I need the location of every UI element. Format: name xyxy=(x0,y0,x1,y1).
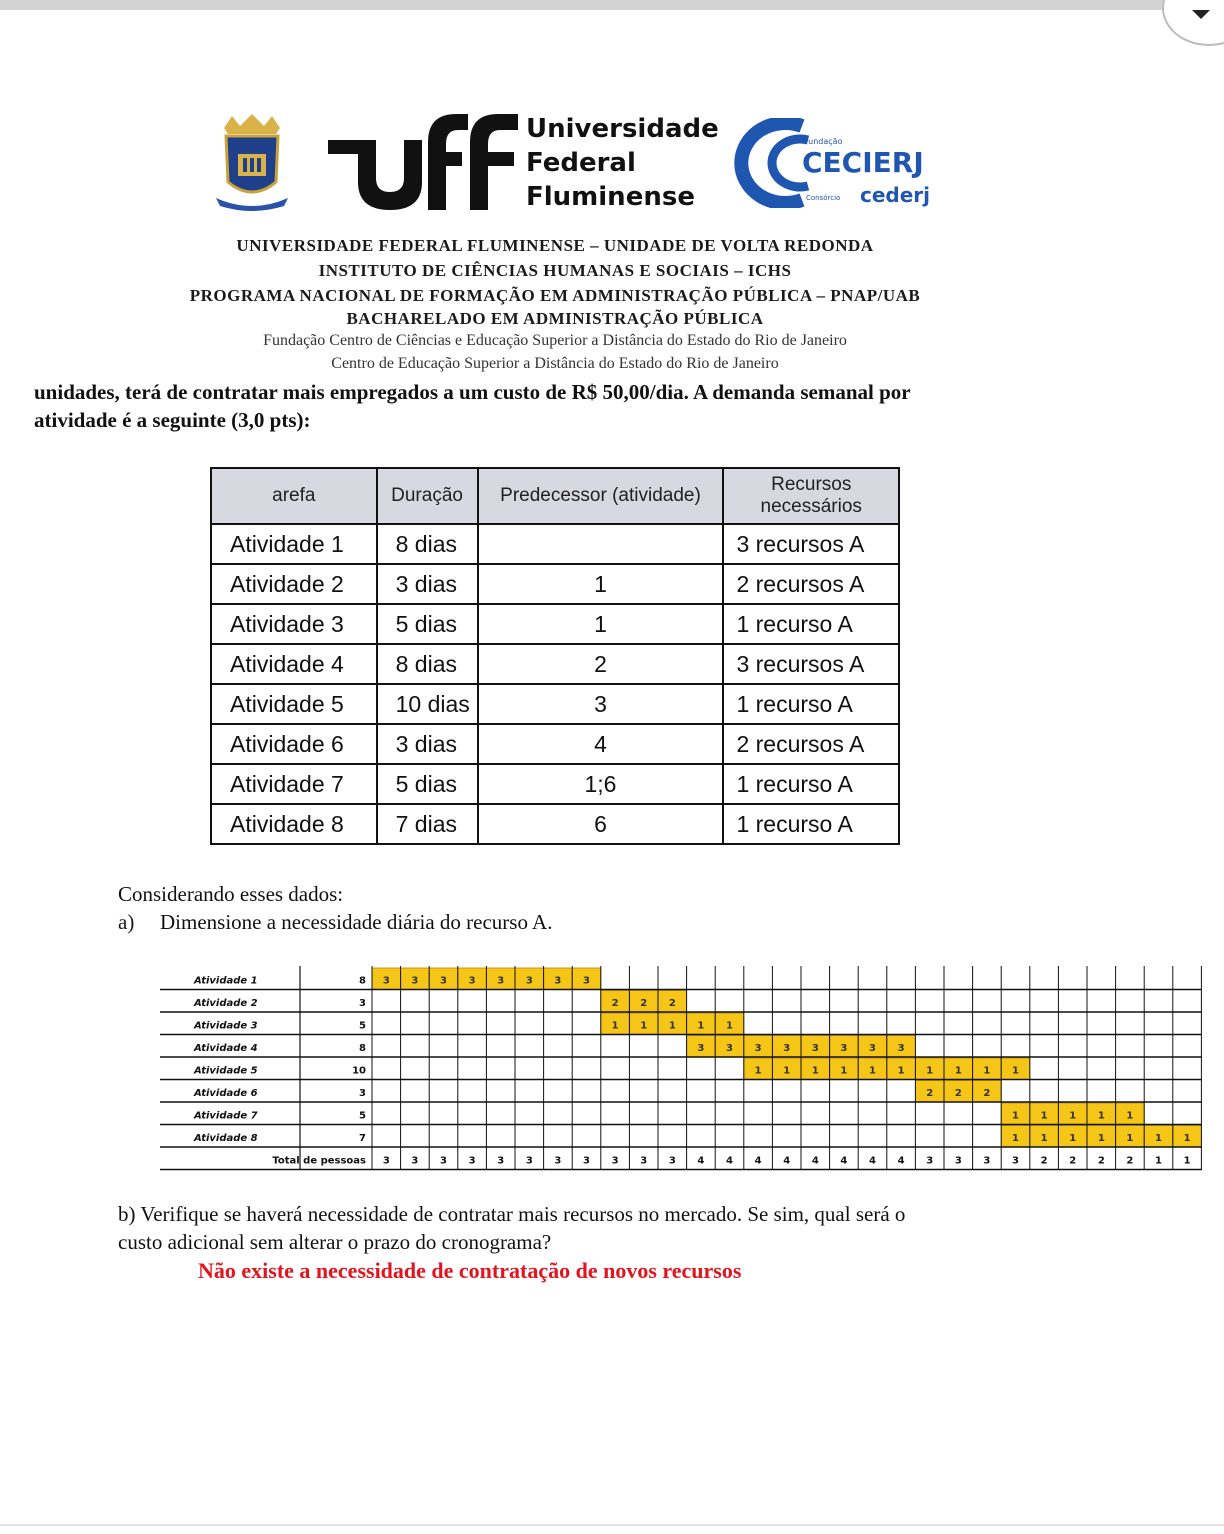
gantt-total-value: 3 xyxy=(668,1155,676,1167)
gantt-cell-value: 3 xyxy=(468,975,476,987)
header-line-university: UNIVERSIDADE FEDERAL FLUMINENSE – UNIDADE DE VOLTA REDONDA xyxy=(236,236,874,255)
gantt-total-value: 4 xyxy=(811,1155,819,1167)
dropdown-button[interactable] xyxy=(1162,0,1224,46)
chevron-down-icon xyxy=(1192,10,1210,19)
gantt-cell-value: 1 xyxy=(983,1065,991,1077)
gantt-cell-value: 1 xyxy=(1012,1132,1019,1144)
gantt-total-value: 3 xyxy=(382,1155,390,1167)
gantt-total-value: 1 xyxy=(1155,1155,1162,1167)
gantt-cell-value: 1 xyxy=(897,1065,905,1077)
gantt-row-label: Atividade 6 xyxy=(194,1087,258,1099)
gantt-cell-value: 2 xyxy=(668,997,676,1009)
header-resources: Recursos necessários xyxy=(723,468,899,524)
header-task: arefa xyxy=(211,468,377,524)
header-line-foundation: Fundação Centro de Ciências e Educação Superior a Distância do Estado do Rio de Janeiro xyxy=(263,332,847,349)
gantt-total-value: 3 xyxy=(1012,1155,1019,1167)
gantt-cell-value: 2 xyxy=(954,1087,962,1099)
gantt-cell-value: 1 xyxy=(869,1065,876,1077)
gantt-total-value: 3 xyxy=(640,1155,648,1167)
logo-word: Universidade xyxy=(526,114,719,144)
gantt-cell-value: 3 xyxy=(783,1042,791,1054)
logo-word: Fluminense xyxy=(526,182,695,212)
cell-resources: 1 recurso A xyxy=(723,604,899,644)
gantt-total-value: 4 xyxy=(726,1155,733,1167)
activity-table xyxy=(210,467,900,845)
cederj-name: cederj xyxy=(860,183,931,207)
gantt-cell-value: 1 xyxy=(926,1065,934,1077)
cecierj-name: CECIERJ xyxy=(802,146,924,179)
cell-resources: 1 recurso A xyxy=(723,684,899,724)
table-row xyxy=(211,724,899,764)
question-b-line-2: custo adicional sem alterar o prazo do cronograma? xyxy=(118,1230,552,1254)
gantt-total-value: 3 xyxy=(411,1155,419,1167)
cell-duration: 3 dias xyxy=(377,564,478,604)
cell-activity: Atividade 7 xyxy=(211,764,377,804)
gantt-total-value: 4 xyxy=(697,1155,705,1167)
gantt-total-value: 3 xyxy=(554,1155,562,1167)
gantt-cell-value: 1 xyxy=(1097,1110,1105,1122)
gantt-cell-value: 3 xyxy=(440,975,447,987)
gantt-row-duration: 8 xyxy=(359,975,366,987)
university-crest-logo xyxy=(212,110,292,214)
gantt-cell-value: 1 xyxy=(640,1020,648,1032)
cecierj-logo xyxy=(732,118,932,208)
cell-activity: Atividade 4 xyxy=(211,644,377,684)
gantt-cell-value: 1 xyxy=(754,1065,762,1077)
gantt-cell-value: 3 xyxy=(897,1042,905,1054)
gantt-row-label: Atividade 2 xyxy=(194,997,258,1009)
cell-activity: Atividade 6 xyxy=(211,724,377,764)
gantt-cell-value: 1 xyxy=(726,1020,733,1032)
cell-activity: Atividade 2 xyxy=(211,564,377,604)
cell-duration: 5 dias xyxy=(377,764,478,804)
gantt-cell-value: 2 xyxy=(611,997,619,1009)
gantt-cell-value: 3 xyxy=(869,1042,876,1054)
cell-resources: 2 recursos A xyxy=(723,564,899,604)
gantt-total-value: 2 xyxy=(1097,1155,1105,1167)
logo-word: Federal xyxy=(526,148,636,178)
header-line-course: BACHARELADO EM ADMINISTRAÇÃO PÚBLICA xyxy=(346,309,764,328)
gantt-cell-value: 1 xyxy=(811,1065,819,1077)
gantt-total-value: 3 xyxy=(583,1155,590,1167)
gantt-total-value: 4 xyxy=(783,1155,791,1167)
gantt-cell-value: 2 xyxy=(926,1087,934,1099)
cecierj-small-text: Fundação xyxy=(804,137,843,146)
cell-predecessor: 4 xyxy=(478,724,724,764)
header-line-center: Centro de Educação Superior a Distância do Estado do Rio de Janeiro xyxy=(331,355,779,372)
header-duration: Duração xyxy=(377,468,478,524)
gantt-cell-value: 3 xyxy=(726,1042,733,1054)
bottom-divider xyxy=(0,1524,1224,1526)
gantt-cell-value: 3 xyxy=(554,975,562,987)
gantt-cell-value: 1 xyxy=(697,1020,705,1032)
gantt-cell-value: 1 xyxy=(1040,1110,1048,1122)
gantt-cell-value: 3 xyxy=(525,975,533,987)
gantt-cell-value: 1 xyxy=(1183,1132,1191,1144)
gantt-cell-value: 3 xyxy=(811,1042,819,1054)
table-row xyxy=(211,684,899,724)
gantt-row-label: Atividade 7 xyxy=(194,1110,258,1122)
cell-activity: Atividade 3 xyxy=(211,604,377,644)
cell-duration: 7 dias xyxy=(377,804,478,844)
gantt-row-duration: 3 xyxy=(359,997,366,1009)
gantt-total-value: 3 xyxy=(954,1155,962,1167)
cell-predecessor: 1;6 xyxy=(478,764,724,804)
cell-duration: 8 dias xyxy=(377,644,478,684)
gantt-cell-value: 1 xyxy=(1040,1132,1048,1144)
gantt-cell-value: 1 xyxy=(1069,1132,1077,1144)
table-row xyxy=(211,804,899,844)
gantt-total-value: 2 xyxy=(1069,1155,1077,1167)
table-body xyxy=(211,524,899,844)
cell-resources: 3 recursos A xyxy=(723,644,899,684)
gantt-cell-value: 3 xyxy=(411,975,419,987)
table-row xyxy=(211,524,899,564)
cell-predecessor: 2 xyxy=(478,644,724,684)
gantt-cell-value: 2 xyxy=(983,1087,991,1099)
gantt-total-value: 2 xyxy=(1126,1155,1134,1167)
gantt-row-label: Atividade 1 xyxy=(194,975,258,987)
gantt-cell-value: 3 xyxy=(754,1042,762,1054)
gantt-total-value: 4 xyxy=(897,1155,905,1167)
uff-logo-text xyxy=(526,112,719,214)
intro-line-2: atividade é a seguinte (3,0 pts): xyxy=(34,408,311,432)
gantt-row-duration: 8 xyxy=(359,1042,366,1054)
gantt-cell-value: 3 xyxy=(697,1042,705,1054)
cell-resources: 1 recurso A xyxy=(723,764,899,804)
gantt-chart xyxy=(160,966,1202,1172)
cell-activity: Atividade 5 xyxy=(211,684,377,724)
gantt-row-duration: 7 xyxy=(359,1132,366,1144)
gantt-cell-value: 1 xyxy=(668,1020,676,1032)
gantt-total-value: 3 xyxy=(611,1155,619,1167)
gantt-total-value: 3 xyxy=(440,1155,447,1167)
header-line-program: PROGRAMA NACIONAL DE FORMAÇÃO EM ADMINISTRAÇÃO PÚBLICA – PNAP/UAB xyxy=(189,286,921,305)
top-bar xyxy=(0,0,1224,10)
cell-duration: 3 dias xyxy=(377,724,478,764)
question-a-label: a) xyxy=(118,910,135,934)
gantt-total-value: 1 xyxy=(1183,1155,1191,1167)
gantt-total-value: 3 xyxy=(468,1155,476,1167)
cell-predecessor xyxy=(478,524,724,564)
cell-resources: 2 recursos A xyxy=(723,724,899,764)
gantt-row-label: Atividade 4 xyxy=(194,1042,258,1054)
table-row xyxy=(211,604,899,644)
gantt-cell-value: 1 xyxy=(1012,1110,1019,1122)
gantt-cell-value: 1 xyxy=(1097,1132,1105,1144)
cell-predecessor: 3 xyxy=(478,684,724,724)
cell-duration: 5 dias xyxy=(377,604,478,644)
questions-intro: Considerando esses dados: xyxy=(118,882,344,906)
cell-activity: Atividade 8 xyxy=(211,804,377,844)
gantt-row-label: Atividade 8 xyxy=(194,1132,258,1144)
gantt-cell-value: 3 xyxy=(583,975,590,987)
table-row xyxy=(211,764,899,804)
intro-line-1: unidades, terá de contratar mais empregados a um custo de R$ 50,00/dia. A demanda semanal por xyxy=(34,380,911,404)
cell-activity: Atividade 1 xyxy=(211,524,377,564)
cell-duration: 10 dias xyxy=(377,684,478,724)
gantt-cell-value: 1 xyxy=(1069,1110,1077,1122)
gantt-cell-value: 1 xyxy=(611,1020,619,1032)
gantt-row-duration: 5 xyxy=(359,1110,366,1122)
header-line-institute: INSTITUTO DE CIÊNCIAS HUMANAS E SOCIAIS – ICHS xyxy=(318,261,792,280)
table-header-row xyxy=(211,468,899,524)
cell-resources: 3 recursos A xyxy=(723,524,899,564)
cell-predecessor: 1 xyxy=(478,604,724,644)
gantt-cell-value: 1 xyxy=(1012,1065,1019,1077)
gantt-total-value: 3 xyxy=(525,1155,533,1167)
gantt-row-duration: 10 xyxy=(352,1065,366,1077)
gantt-cell-value: 1 xyxy=(840,1065,848,1077)
cederj-small-text: Consórcio xyxy=(806,194,841,202)
gantt-cell-value: 1 xyxy=(1126,1110,1134,1122)
gantt-row-label: Atividade 3 xyxy=(194,1020,258,1032)
gantt-cell-value: 3 xyxy=(497,975,505,987)
question-a-text: Dimensione a necessidade diária do recurso A. xyxy=(160,910,553,934)
answer-text: Não existe a necessidade de contratação de novos recursos xyxy=(198,1258,742,1283)
gantt-total-label: Total de pessoas xyxy=(272,1155,366,1167)
table-row xyxy=(211,644,899,684)
gantt-row-duration: 5 xyxy=(359,1020,366,1032)
gantt-cell-value: 1 xyxy=(1155,1132,1162,1144)
cell-predecessor: 6 xyxy=(478,804,724,844)
gantt-cell-value: 3 xyxy=(840,1042,848,1054)
gantt-total-value: 3 xyxy=(983,1155,991,1167)
cell-predecessor: 1 xyxy=(478,564,724,604)
gantt-total-value: 4 xyxy=(869,1155,876,1167)
cell-resources: 1 recurso A xyxy=(723,804,899,844)
header-predecessor: Predecessor (atividade) xyxy=(478,468,724,524)
gantt-cell-value: 1 xyxy=(1126,1132,1134,1144)
gantt-total-value: 3 xyxy=(497,1155,505,1167)
gantt-cell-value: 3 xyxy=(382,975,390,987)
gantt-row-label: Atividade 5 xyxy=(194,1065,258,1077)
gantt-cell-value: 1 xyxy=(783,1065,791,1077)
question-b-line-1: b) Verifique se haverá necessidade de contratar mais recursos no mercado. Se sim, qual será o xyxy=(118,1202,906,1226)
gantt-total-value: 2 xyxy=(1040,1155,1048,1167)
gantt-cell-value: 2 xyxy=(640,997,648,1009)
gantt-cell-value: 1 xyxy=(954,1065,962,1077)
table-row xyxy=(211,564,899,604)
gantt-total-value: 4 xyxy=(754,1155,762,1167)
uff-logo-mark xyxy=(328,112,518,212)
gantt-row-duration: 3 xyxy=(359,1087,366,1099)
gantt-total-value: 4 xyxy=(840,1155,848,1167)
gantt-total-value: 3 xyxy=(926,1155,934,1167)
cell-duration: 8 dias xyxy=(377,524,478,564)
